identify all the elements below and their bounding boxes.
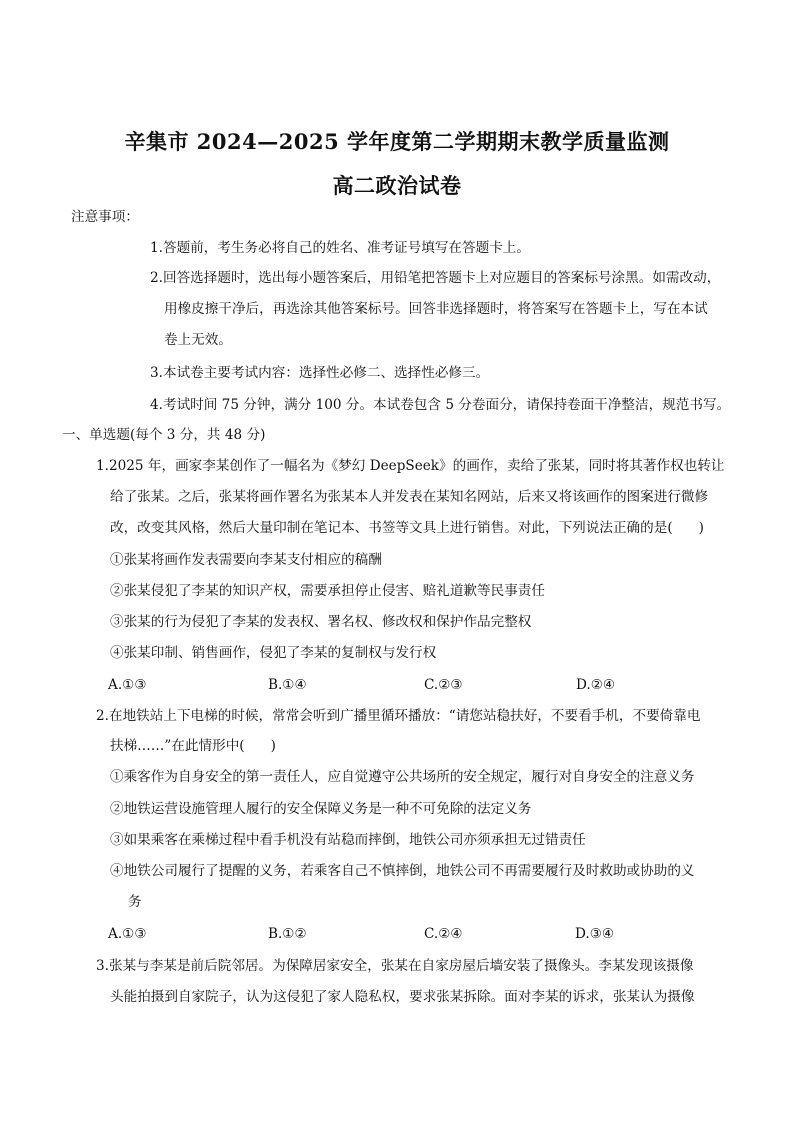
note-line: 2.回答选择题时，选出每小题答案后，用铅笔把答题卡上对应题目的答案标号涂黑。如需改动，: [150, 270, 721, 286]
note-line: 1.答题前，考生务必将自己的姓名、准考证号填写在答题卡上。: [150, 240, 530, 256]
question-stem-line: 3.张某与李某是前后院邻居。为保障居家安全，张某在自家房屋后墙安装了摄像头。李某发现该摄像: [96, 958, 694, 974]
notes-heading: 注意事项：: [71, 209, 139, 225]
question-stem-line: 给了张某。之后，张某将画作署名为张某本人并发表在某知名网站，后来又将该画作的图案进行微修: [110, 489, 709, 505]
question-item: ②张某侵犯了李某的知识产权，需要承担停止侵害、赔礼道歉等民事责任: [110, 583, 545, 599]
question-item: ④地铁公司履行了提醒的义务，若乘客自己不慎摔倒，地铁公司不再需要履行及时救助或协助的义: [110, 863, 695, 879]
section-heading: 一、单选题(每个 3 分，共 48 分): [62, 427, 266, 443]
question-item: ①张某将画作发表需要向李某支付相应的稿酬: [110, 552, 382, 568]
option-a: A.①③: [108, 677, 147, 693]
question-stem-line: 1.2025 年，画家李某创作了一幅名为《梦幻 DeepSeek》的画作，卖给了张某，同时将其著作权也转让: [96, 458, 725, 474]
exam-title: 辛集市 2024—2025 学年度第二学期期末教学质量监测: [124, 129, 670, 154]
option-d: D.③④: [575, 926, 615, 942]
option-b: B.①④: [268, 677, 307, 693]
question-item: ③如果乘客在乘梯过程中看手机没有站稳而摔倒，地铁公司亦须承担无过错责任: [110, 832, 586, 848]
option-d: D.②④: [576, 677, 616, 693]
note-line: 卷上无效。: [164, 332, 232, 348]
exam-subtitle: 高二政治试卷: [332, 173, 462, 198]
question-item: ③张某的行为侵犯了李某的发表权、署名权、修改权和保护作品完整权: [110, 614, 532, 630]
question-item: ②地铁运营设施管理人履行的安全保障义务是一种不可免除的法定义务: [110, 801, 532, 817]
note-line: 4.考试时间 75 分钟，满分 100 分。本试卷包含 5 分卷面分，请保持卷面干净整洁，规范书写。: [150, 397, 731, 413]
question-item: ①乘客作为自身安全的第一责任人，应自觉遵守公共场所的安全规定，履行对自身安全的注意义务: [110, 769, 695, 785]
question-stem-line: 头能拍摄到自家院子，认为这侵犯了家人隐私权，要求张某拆除。面对李某的诉求，张某认为摄像: [110, 989, 695, 1005]
option-a: A.①③: [108, 926, 147, 942]
note-line: 3.本试卷主要考试内容：选择性必修二、选择性必修三。: [150, 365, 490, 381]
option-b: B.①②: [268, 926, 307, 942]
question-item-continued: 务: [128, 894, 142, 910]
option-c: C.②③: [424, 677, 463, 693]
question-stem-line: 扶梯……”在此情形中( ): [110, 738, 276, 754]
question-stem-line: 改，改变其风格，然后大量印制在笔记本、书签等文具上进行销售。对此，下列说法正确的是( ): [110, 520, 704, 536]
answer-options: [0, 675, 794, 695]
question-item: ④张某印制、销售画作，侵犯了李某的复制权与发行权: [110, 645, 437, 661]
note-line: 用橡皮擦干净后，再选涂其他答案标号。回答非选择题时，将答案写在答题卡上，写在本试: [164, 301, 708, 317]
question-stem-line: 2.在地铁站上下电梯的时候，常常会听到广播里循环播放：“请您站稳扶好，不要看手机，不要倚靠电: [96, 708, 701, 724]
option-c: C.②④: [424, 926, 463, 942]
answer-options: [0, 924, 794, 944]
